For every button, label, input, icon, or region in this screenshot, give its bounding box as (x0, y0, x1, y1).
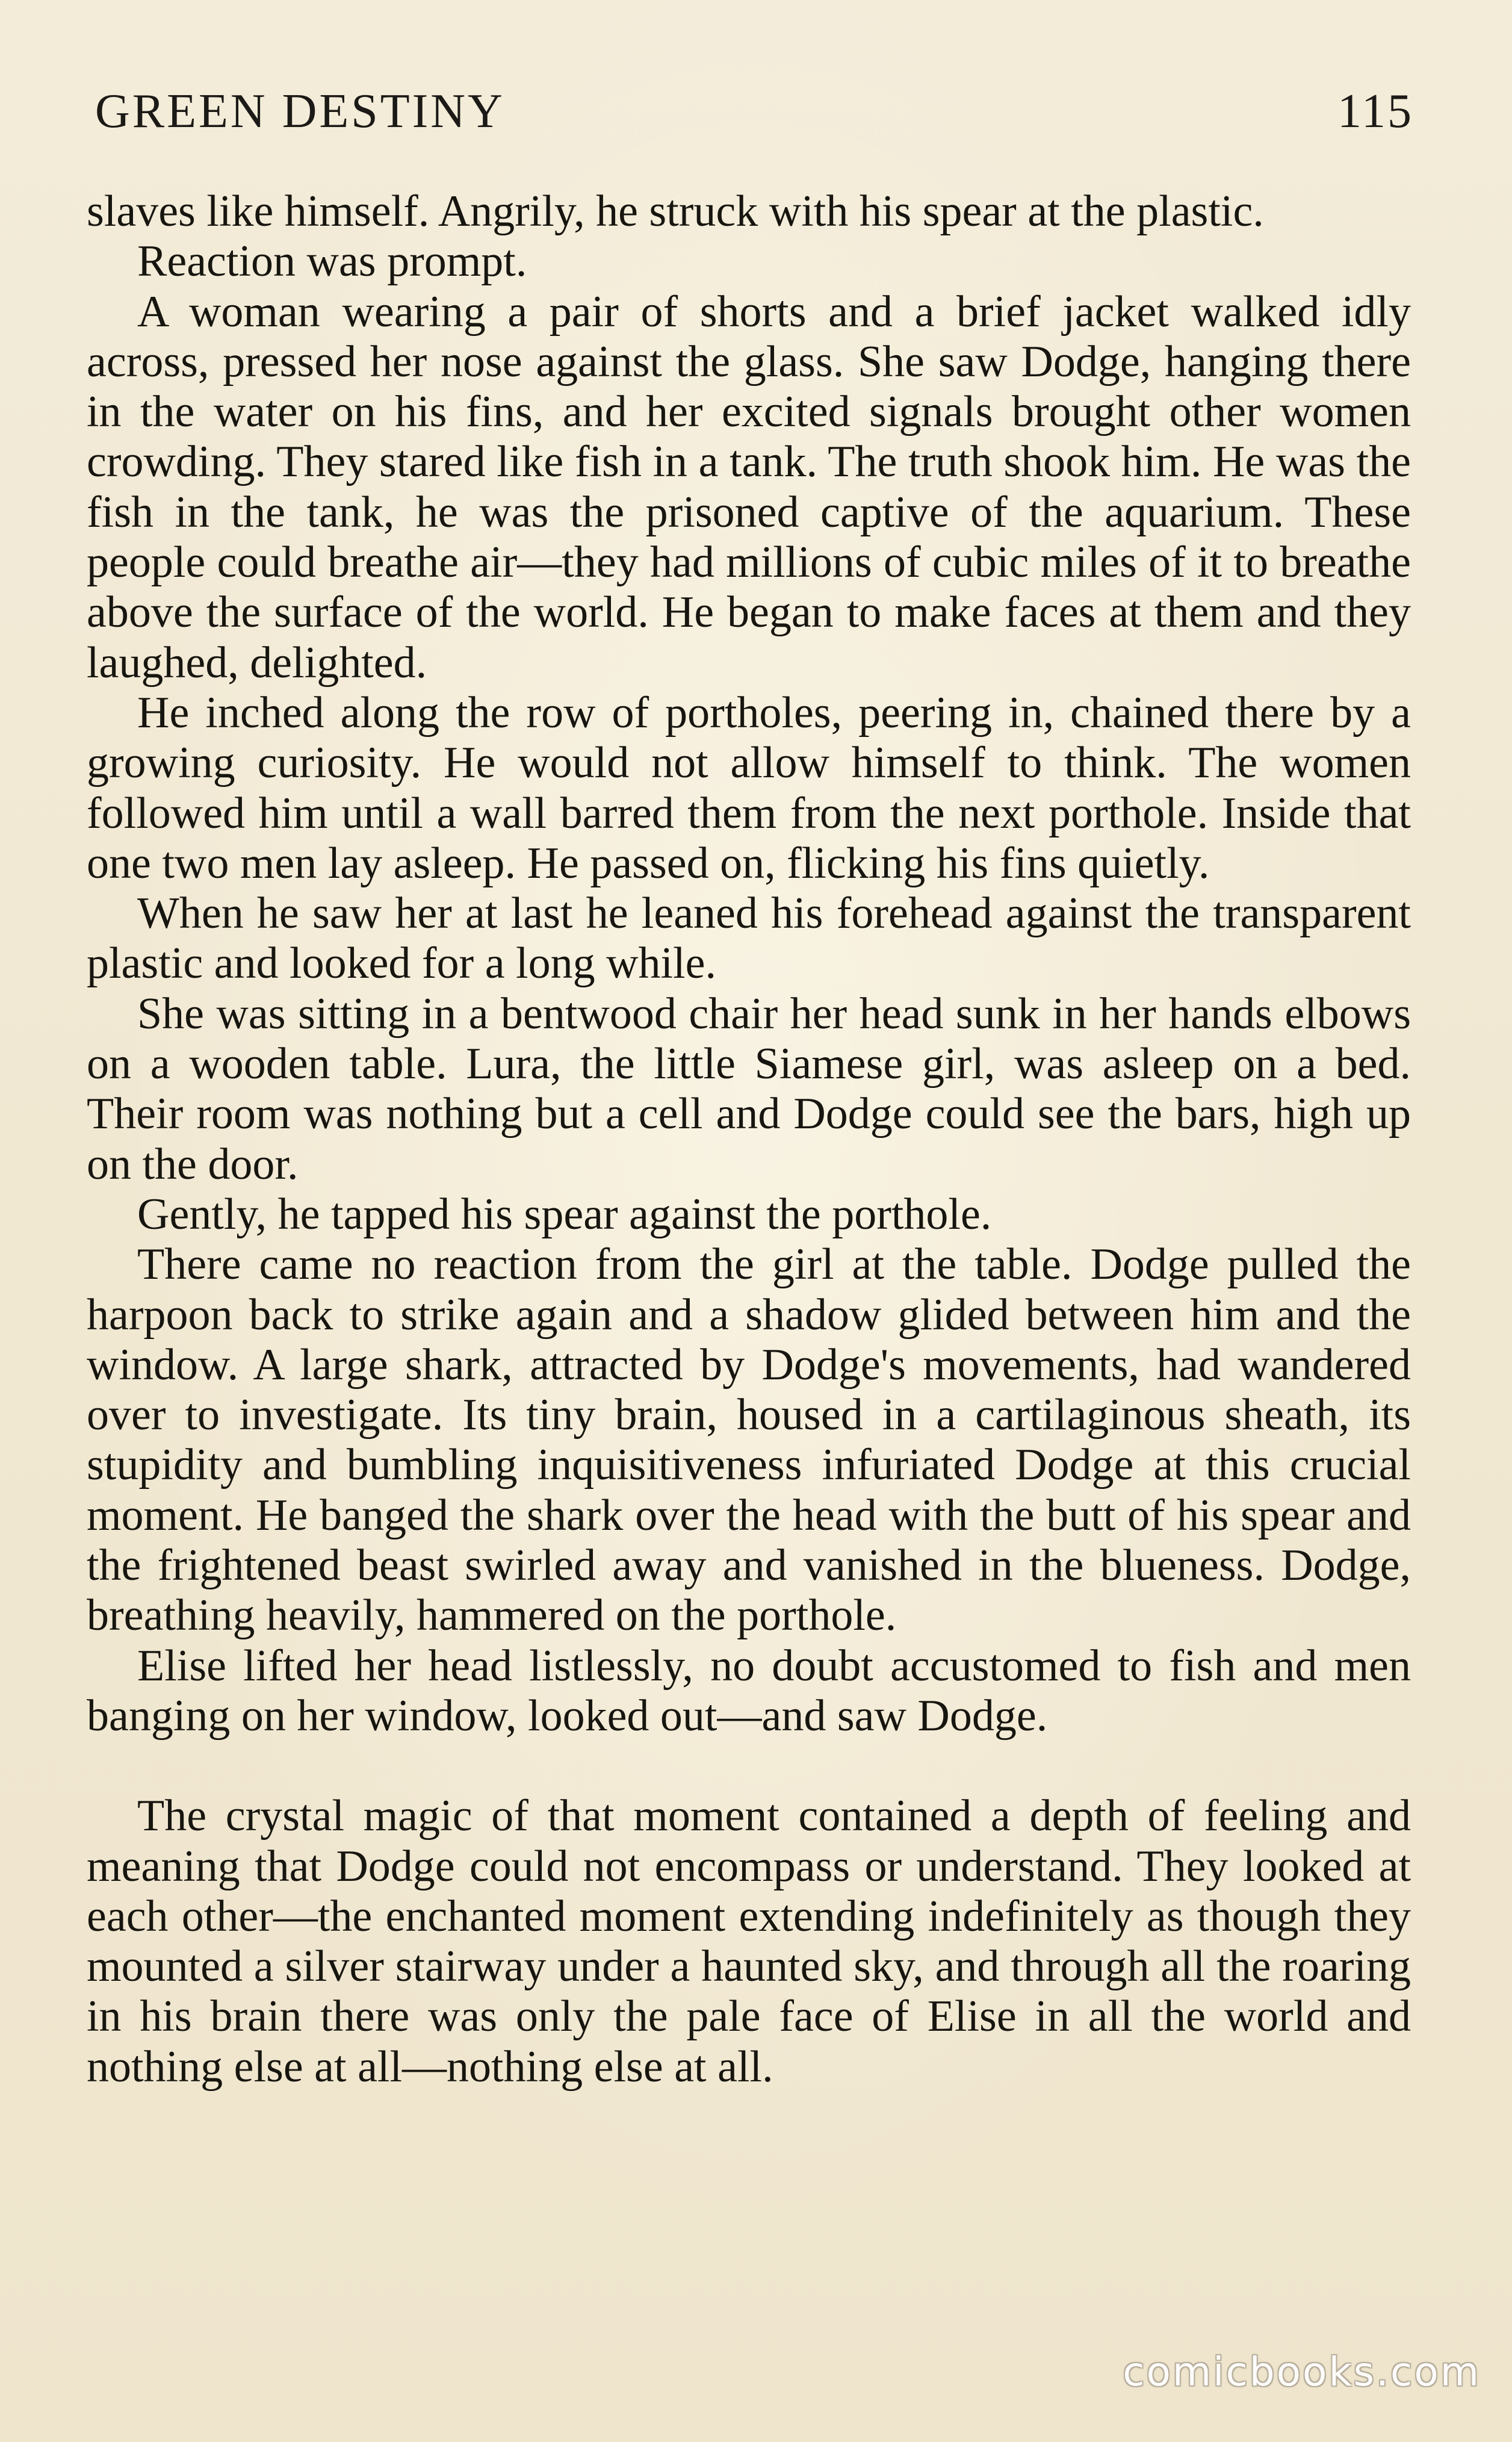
section-break (87, 1741, 1411, 1791)
paragraph: Elise lifted her head listlessly, no doubt accustomed to fish and men banging on her window, looked out—and saw Dodge. (87, 1641, 1411, 1741)
running-title: GREEN DESTINY (95, 85, 505, 138)
paragraph: The crystal magic of that moment contained a depth of feeling and meaning that Dodge could not encompass or understand. They looked at each other—the enchanted moment extending indefinitely as though they mounted a silver stairway under a haunted sky, and through all the roaring in his brain there was only the pale face of Elise in all the world and nothing else at all—nothing else at all. (87, 1791, 1411, 2092)
body-text (87, 187, 1411, 2092)
paragraph: Gently, he tapped his spear against the porthole. (137, 1189, 992, 1239)
site-watermark: comicbooks.com (1123, 2349, 1481, 2395)
running-head (95, 84, 1413, 151)
paragraph: Reaction was prompt. (137, 237, 527, 287)
paragraph: When he saw her at last he leaned his forehead against the transparent plastic and looked for a long while. (87, 889, 1411, 989)
paragraph: She was sitting in a bentwood chair her head sunk in her hands elbows on a wooden table. Lura, the little Siamese girl, was asleep on a bed. Their room was nothing but a cell and Dodge could see the bars, high up on the door. (87, 989, 1411, 1189)
paragraph: He inched along the row of portholes, peering in, chained there by a growing curiosity. He would not allow himself to think. The women followed him until a wall barred them from the next porthole. Inside that one two men lay asleep. He passed on, flicking his fins quietly. (87, 688, 1411, 888)
paragraph: There came no reaction from the girl at the table. Dodge pulled the harpoon back to strike again and a shadow glided between him and the window. A large shark, attracted by Dodge's movements, had wandered over to investigate. Its tiny brain, housed in a cartilaginous sheath, its stupidity and bumbling inquisitiveness infuriated Dodge at this crucial moment. He banged the shark over the head with the butt of his spear and the frightened beast swirled away and vanished in the blueness. Dodge, breathing heavily, hammered on the porthole. (87, 1240, 1411, 1641)
paragraph-continued: slaves like himself. Angrily, he struck with his spear at the plastic. (87, 187, 1264, 236)
page-number: 115 (1337, 85, 1413, 138)
paragraph: A woman wearing a pair of shorts and a brief jacket walked idly across, pressed her nose against the glass. She saw Dodge, hanging there in the water on his fins, and her excited signals brought other women crowding. They stared like fish in a tank. The truth shook him. He was the fish in the tank, he was the prisoned captive of the aquarium. These people could breathe air—they had millions of cubic miles of it to breathe above the surface of the world. He began to make faces at them and they laughed, delighted. (87, 287, 1411, 688)
